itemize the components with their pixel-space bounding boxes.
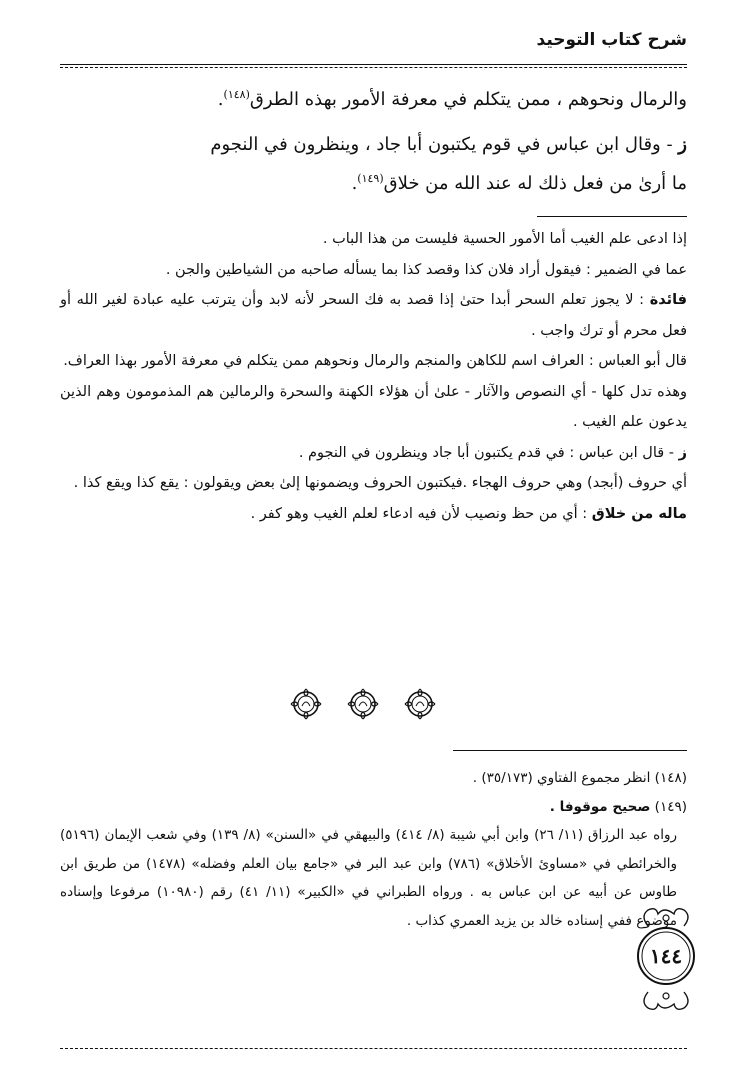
main-line-3-end: . [351,173,358,194]
explanation-paragraph: وهذه تدل كلها - أي النصوص والآثار - علىٰ أن هؤلاء الكهنة والسحرة والرمالين هم المذمومون وهم الذين يدعون علم الغيب . [60,383,687,430]
footnote-148: (١٤٨) انظر مجموع الفتاوي (٣٥/١٧٣) . [472,770,687,786]
zay-marker: ز [678,444,687,461]
floral-ornament-icon [402,686,438,722]
footnote-ref-148[interactable]: (١٤٨) [223,88,250,101]
explanation-paragraph: إذا ادعى علم الغيب أما الأمور الحسية فليست من هذا الباب . [322,231,687,247]
header-rule [60,64,687,68]
no-share-label: ماله من خلاق [591,505,687,522]
explanation-paragraph [60,438,687,469]
explanation-text: عما في الضمير : فيقول أراد فلان كذا وقصد كذا بما يسأله صاحبه من الشياطين والجن . [165,261,687,278]
page-number: ١٤٤ [649,944,683,968]
footnote-number: (١٤٩) [654,798,687,815]
footer-rule [60,1048,687,1049]
explanation-paragraph [60,285,687,346]
page-header-title: شرح كتاب التوحيد [536,30,687,50]
footnotes-section [60,764,687,935]
zay-marker: ز [678,134,687,155]
explanation-paragraph [60,255,687,286]
footnote-separator [453,750,687,751]
main-text-line-1 [60,88,687,110]
explanation-paragraph: قال أبو العباس : العراف اسم للكاهن والمنجم والرمال ونحوهم ممن يتكلم في معرفة الأمور بهذا العراف. [63,353,687,369]
explanation-text: : لا يجوز تعلم السحر أبدا حتىٰ إذا قصد به فك السحر لأنه لابد وأن يترتب عليه عبادة لغير الله أو فعل محرم أو ترك واجب . [60,292,687,339]
main-line-1-end: . [217,89,224,110]
grading-label: صحيح موقوفا . [549,798,651,815]
footnote-149-heading [60,793,687,822]
main-line-3-text: ما أرىٰ من فعل ذلك له عند الله من خلاق [383,173,687,194]
floral-ornament-icon [288,686,324,722]
main-text-line-2 [60,134,687,155]
explanation-text: : أي من حظ ونصيب لأن فيه ادعاء لعلم الغيب وهو كفر . [250,505,588,522]
explanation-text: - قال ابن عباس : في قدم يكتبون أبا جاد وينظرون في النجوم . [298,444,675,461]
main-text-line-3 [60,172,687,194]
section-ornaments [288,686,438,726]
page-number-badge [626,904,706,1014]
benefit-label: فائدة [649,292,688,308]
floral-ornament-icon [345,686,381,722]
main-line-1-text: والرمال ونحوهم ، ممن يتكلم في معرفة الأمور بهذه الطرق [249,89,687,110]
explanation-section [60,224,687,529]
explanation-paragraph: أي حروف (أبجد) وهي حروف الهجاء .فيكتبون الحروف ويضمونها إلىٰ بعض ويقولون : يقع كذا ويقع كذا . [73,475,687,491]
explanation-paragraph [60,499,687,530]
main-text-separator [537,216,687,217]
main-line-2-text: - وقال ابن عباس في قوم يكتبون أبا جاد ، وينظرون في النجوم [210,134,673,155]
footnote-149-text: رواه عبد الرزاق (١١/ ٢٦) وابن أبي شيبة (٨/ ٤١٤) والبيهقي في «السنن» (٨/ ١٣٩) وفي شعب الإيمان (٥١٩٦) والخرائطي في «مساوئ الأخلاق» (٧٨٦) وابن عبد البر في «جامع بيان العلم وفضله» (١٤٧٨) من طريق ابن طاوس عن أبيه عن ابن عباس به . ورواه الطبراني في «الكبير» (١١/ ٤١) رقم (١٠٩٨٠) مرفوعا وإسناده موضوع ففي إسناده خالد بن يزيد العمري كذاب . [60,827,678,929]
footnote-ref-149[interactable]: (١٤٩) [357,172,384,185]
